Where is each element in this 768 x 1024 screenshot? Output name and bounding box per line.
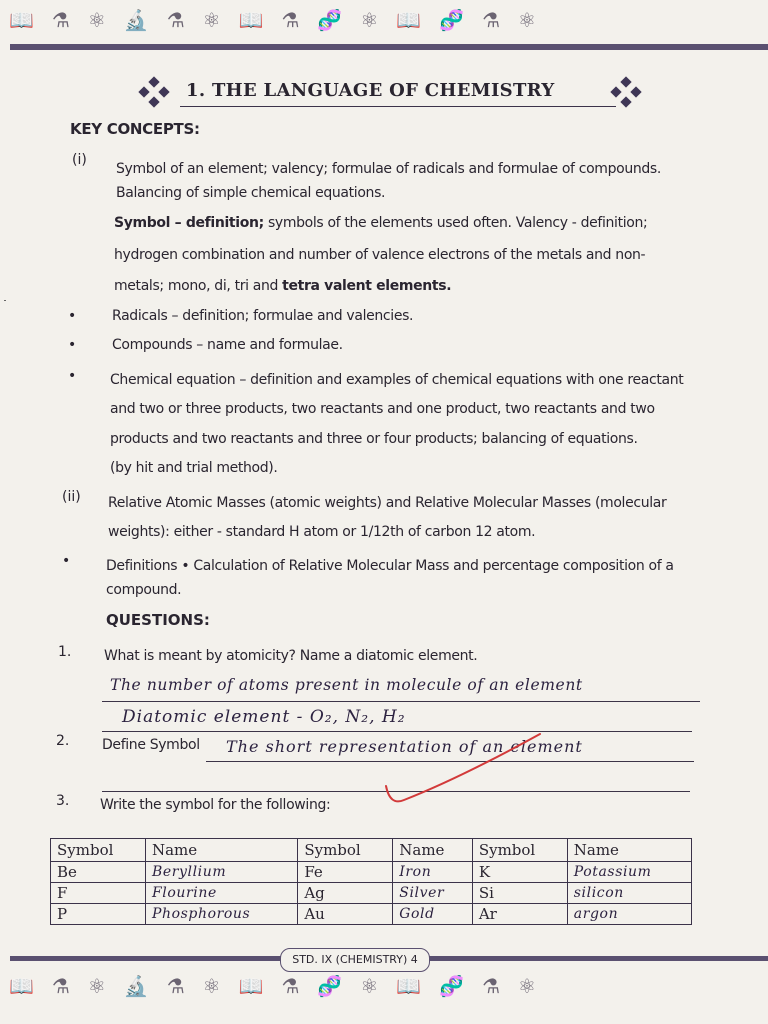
column-header: Symbol (472, 839, 567, 862)
bold-term: Symbol – definition; (114, 215, 264, 231)
handwritten-name-cell: argon (567, 904, 691, 925)
bullet-icon: • (68, 337, 77, 353)
concept-line (114, 215, 647, 231)
diamond-ornament-icon (612, 78, 640, 106)
dna-icon: 🧬 (439, 8, 465, 32)
concept-line: Relative Atomic Masses (atomic weights) and Relative Molecular Masses (molecular (108, 495, 667, 511)
dna-icon: 🧬 (439, 974, 465, 998)
beaker-icon: ⚗ (166, 974, 185, 998)
flask-icon: ⚗ (51, 8, 70, 32)
flask-icon: ⚗ (281, 974, 300, 998)
concept-bullet: (by hit and trial method). (110, 460, 278, 476)
concept-line: Symbol of an element; valency; formulae of radicals and formulae of compounds. (116, 161, 661, 177)
book-icon: 📖 (396, 8, 422, 32)
symbol-cell: Ar (472, 904, 567, 925)
flask-icon: ⚗ (482, 974, 500, 998)
red-check-mark-icon (380, 728, 550, 808)
flask-icon: ⚗ (51, 974, 70, 998)
margin-mark (4, 300, 6, 301)
concept-line: hydrogen combination and number of valence electrons of the metals and non- (114, 247, 646, 263)
atom-icon: ⚛ (202, 8, 221, 32)
column-header: Name (567, 839, 691, 862)
question-text: Define Symbol (102, 737, 200, 753)
symbol-cell: Fe (298, 862, 393, 883)
page-footer-label: STD. IX (CHEMISTRY) 4 (280, 948, 430, 972)
atom-icon: ⚛ (518, 8, 536, 32)
microscope-icon: 🔬 (123, 8, 149, 32)
handwritten-name-cell: Potassium (567, 862, 691, 883)
symbol-cell: Be (51, 862, 146, 883)
concept-bullet: Radicals – definition; formulae and valencies. (112, 308, 414, 324)
handwritten-name-cell: Iron (393, 862, 473, 883)
atom-icon: ⚛ (518, 974, 536, 998)
atom-icon: ⚛ (360, 8, 379, 32)
table-row (51, 904, 692, 925)
bullet-icon: • (62, 553, 71, 569)
concept-bullet: compound. (106, 582, 182, 598)
questions-heading: QUESTIONS: (106, 611, 210, 629)
question-number: 2. (56, 733, 70, 749)
handwritten-name-cell: Flourine (145, 883, 297, 904)
key-concepts-heading: KEY CONCEPTS: (70, 120, 200, 138)
column-header: Symbol (298, 839, 393, 862)
table-row (51, 883, 692, 904)
handwritten-name-cell: Beryllium (145, 862, 297, 883)
handwritten-answer: The number of atoms present in molecule of an element (110, 676, 583, 694)
symbol-cell: P (51, 904, 146, 925)
atom-icon: ⚛ (202, 974, 221, 998)
handwritten-answer: Diatomic element - O₂, N₂, H₂ (122, 707, 406, 727)
question-text: What is meant by atomicity? Name a diatomic element. (104, 648, 478, 664)
symbol-table (50, 838, 692, 925)
flask-icon: ⚗ (482, 8, 500, 32)
book-icon: 📖 (396, 974, 422, 998)
handwritten-name-cell: silicon (567, 883, 691, 904)
concept-line: Balancing of simple chemical equations. (116, 185, 386, 201)
column-header: Name (393, 839, 473, 862)
microscope-icon: 🔬 (123, 974, 149, 998)
book-icon: 📖 (238, 8, 264, 32)
diamond-ornament-icon (140, 78, 168, 106)
table-header-row (51, 839, 692, 862)
beaker-icon: ⚗ (166, 8, 185, 32)
dna-icon: 🧬 (317, 8, 343, 32)
decorative-science-border-bottom (0, 966, 768, 1024)
top-rule (10, 44, 768, 50)
symbol-cell: Au (298, 904, 393, 925)
decorative-science-border-top (0, 0, 768, 48)
book-icon: 📖 (9, 8, 34, 32)
list-marker-i: (i) (72, 152, 87, 168)
handwritten-name-cell: Silver (393, 883, 473, 904)
symbol-cell: K (472, 862, 567, 883)
atom-icon: ⚛ (87, 974, 106, 998)
question-number: 3. (56, 793, 70, 809)
concept-text: metals; mono, di, tri and (114, 278, 283, 294)
concept-text: symbols of the elements used often. Valency - definition; (263, 215, 648, 231)
question-number: 1. (58, 644, 72, 660)
bullet-icon: • (68, 308, 77, 324)
atom-icon: ⚛ (360, 974, 379, 998)
concept-line: weights): either - standard H atom or 1/12th of carbon 12 atom. (108, 524, 536, 540)
flask-icon: ⚗ (281, 8, 300, 32)
table-row (51, 862, 692, 883)
concept-bullet: Compounds – name and formulae. (112, 337, 343, 353)
concept-bullet: and two or three products, two reactants and one product, two reactants and two (110, 401, 655, 417)
bullet-icon: • (68, 368, 77, 384)
dna-icon: 🧬 (317, 974, 343, 998)
symbol-cell: Ag (298, 883, 393, 904)
title-underline (180, 106, 616, 107)
concept-line (114, 278, 451, 294)
symbol-cell: Si (472, 883, 567, 904)
page-title: 1. THE LANGUAGE OF CHEMISTRY (186, 80, 555, 101)
concept-bullet: Chemical equation – definition and examples of chemical equations with one reactant (110, 372, 684, 388)
question-text: Write the symbol for the following: (100, 797, 331, 813)
column-header: Symbol (51, 839, 146, 862)
handwritten-answer: The short representation of an element (226, 737, 583, 756)
atom-icon: ⚛ (87, 8, 106, 32)
handwritten-name-cell: Phosphorous (145, 904, 297, 925)
book-icon: 📖 (9, 974, 34, 998)
concept-bullet: Definitions • Calculation of Relative Molecular Mass and percentage composition of a (106, 558, 674, 574)
book-icon: 📖 (238, 974, 264, 998)
bold-term: tetra valent elements. (282, 278, 452, 294)
concept-bullet: products and two reactants and three or four products; balancing of equations. (110, 431, 638, 447)
handwritten-name-cell: Gold (393, 904, 473, 925)
answer-line (102, 701, 700, 702)
symbol-cell: F (51, 883, 146, 904)
column-header: Name (145, 839, 297, 862)
chapter-title-block (140, 74, 640, 114)
list-marker-ii: (ii) (62, 489, 81, 505)
